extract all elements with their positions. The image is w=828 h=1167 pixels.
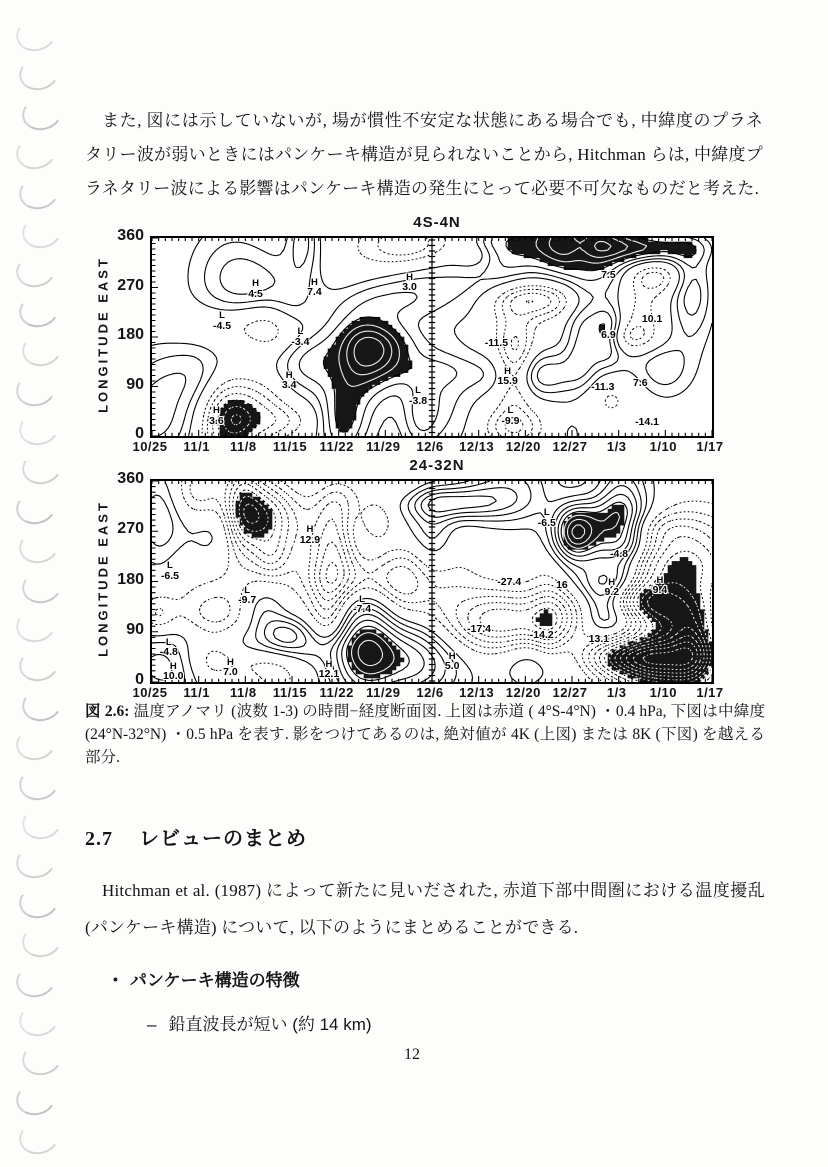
binder-hole (19, 920, 66, 962)
binder-hole (13, 605, 60, 647)
contour-canvas-equator (152, 238, 712, 436)
x-tick-label: 1/3 (606, 439, 627, 454)
subbullet-marker: – (147, 1015, 157, 1034)
extremum-letter: L (543, 507, 550, 519)
binder-hole (16, 289, 63, 331)
bullet-marker: • (113, 971, 118, 987)
figure-caption-text: 温度アノマリ (波数 1-3) の時間−経度断面図. 上図は赤道 ( 4°S-4°N) ・0.4 hPa, 下図は中緯度 (24°N-32°N) ・0.5 hPa を表す. 影をつけてあるのは, 絶対値が 4K (上図) または 8K (下図) を越える部分. (85, 703, 765, 766)
x-tick-label: 1/17 (696, 439, 724, 454)
binder-hole (13, 132, 60, 174)
figure-panel2-plot (150, 479, 714, 684)
extremum-letter: H (169, 660, 177, 672)
extremum-value: -9.9 (501, 414, 520, 427)
binder-hole (19, 565, 66, 607)
x-tick-label: 11/29 (366, 685, 401, 700)
x-tick-label: 12/20 (505, 439, 541, 454)
extremum-letter: L (167, 560, 173, 572)
figure-panel1-ylabel: LONGITUDE EAST (95, 256, 111, 413)
figure-panel1-plot (150, 236, 714, 438)
x-tick-label: 12/20 (505, 685, 541, 700)
x-tick-label: 12/6 (416, 685, 444, 700)
extremum-value: -3.4 (291, 335, 310, 348)
contour-canvas-midlat (152, 481, 712, 682)
y-tick-label: 360 (117, 470, 144, 487)
figure-panel2-ylabel: LONGITUDE EAST (95, 500, 111, 657)
extremum-value: -7.4 (352, 603, 372, 616)
extremum-value: 7.4 (307, 286, 322, 298)
y-tick-label: 270 (117, 276, 144, 294)
extremum-letter: L (297, 326, 304, 337)
extremum-letter: H (252, 278, 260, 290)
extremum-value: -4.8 (159, 646, 178, 659)
extremum-value: -17.4 (467, 622, 491, 635)
paragraph-summary: Hitchman et al. (1987) によって新たに見いだされた, 赤道下部中間圏における温度擾乱 (パンケーキ構造) について, 以下のようにまとめることができる. (85, 881, 765, 937)
section-number: 2.7 (85, 828, 113, 850)
extremum-value: -14.2 (529, 628, 554, 641)
binder-hole (16, 762, 63, 804)
extremum-letter: H (608, 576, 616, 588)
y-tick-label: 90 (126, 620, 144, 638)
extremum-value: 6.9 (601, 328, 616, 341)
x-tick-label: 10/25 (132, 685, 168, 700)
extremum-letter: L (507, 405, 514, 417)
extremum-value: -6.5 (537, 516, 556, 529)
extremum-value: -27.4 (497, 575, 522, 588)
extremum-letter: H (310, 276, 318, 288)
binder-hole (16, 999, 63, 1041)
binder-hole (16, 880, 63, 922)
extremum-letter: H (285, 369, 293, 381)
binder-hole (16, 1117, 63, 1159)
binder-hole (19, 447, 66, 489)
binder-hole (19, 92, 66, 134)
binder-hole (13, 486, 60, 528)
extremum-value: 4.5 (248, 287, 263, 300)
binder-hole (13, 723, 60, 765)
y-tick-label: 360 (117, 227, 144, 244)
extremum-letter: H (448, 650, 456, 662)
extremum-value: 16 (556, 578, 568, 591)
binder-hole (19, 683, 66, 725)
figure-caption-label: 図 2.6: (85, 703, 130, 720)
extremum-value: 10.0 (163, 670, 184, 683)
x-tick-label: 1/17 (696, 685, 724, 700)
binder-hole (16, 644, 63, 686)
y-tick-label: 0 (135, 425, 144, 442)
extremum-letter: H (504, 365, 512, 377)
extremum-letter: H (325, 658, 333, 670)
binder-hole (19, 802, 66, 844)
binder-hole (13, 14, 60, 56)
extremum-value: 7.0 (223, 666, 238, 679)
figure-panel1-title: 4S-4N (413, 214, 461, 231)
binder-hole (13, 959, 60, 1001)
extremum-value: 7.5 (601, 268, 616, 281)
x-tick-label: 11/15 (272, 439, 308, 454)
x-tick-label: 12/6 (416, 439, 444, 454)
extremum-value: -3.8 (408, 394, 428, 407)
binder-hole (19, 329, 66, 371)
section-heading (85, 822, 307, 851)
subbullet-text: 鉛直波長が短い (約 14 km) (168, 1015, 372, 1034)
x-tick-label: 11/15 (272, 685, 308, 700)
extremum-value: 7.6 (633, 376, 648, 389)
binder-hole (13, 1077, 60, 1119)
bullet-item (113, 966, 300, 991)
binder-hole (16, 171, 63, 213)
extremum-value: -4.5 (212, 319, 232, 332)
x-tick-label: 12/13 (459, 685, 495, 700)
extremum-value: 10.1 (641, 312, 663, 325)
y-tick-label: 90 (126, 375, 144, 393)
bullet-text: パンケーキ構造の特徴 (129, 971, 300, 990)
binder-hole (16, 408, 63, 450)
binder-hole (13, 841, 60, 883)
figure-panel2-title: 24-32N (409, 457, 465, 474)
extremum-value: 12.9 (299, 533, 321, 546)
page-number: 12 (404, 1046, 420, 1063)
section-title: レビューのまとめ (139, 828, 307, 850)
extremum-value: 3.4 (281, 379, 297, 392)
y-tick-label: 180 (117, 570, 144, 588)
extremum-value: 5.0 (444, 660, 460, 673)
extremum-letter: H (656, 574, 664, 586)
x-tick-label: 11/8 (230, 685, 257, 700)
extremum-letter: L (244, 584, 251, 596)
binder-hole (16, 526, 63, 568)
extremum-value: 13.1 (588, 632, 610, 645)
extremum-letter: H (306, 524, 314, 536)
x-tick-label: 12/27 (552, 439, 588, 454)
extremum-value: -11.3 (591, 380, 615, 393)
extremum-value: -6.5 (160, 569, 179, 582)
x-tick-label: 1/10 (649, 685, 677, 700)
extremum-letter: H (212, 405, 220, 417)
extremum-value: 12.1 (318, 668, 340, 681)
x-tick-label: 10/25 (132, 439, 168, 454)
x-tick-label: 11/29 (366, 439, 401, 454)
x-tick-label: 11/1 (183, 439, 210, 454)
x-tick-label: 12/27 (552, 685, 588, 700)
extremum-letter: L (415, 385, 421, 397)
x-tick-label: 11/1 (183, 685, 210, 700)
extremum-letter: H (226, 656, 234, 668)
extremum-letter: L (359, 593, 365, 605)
extremum-value: -4.8 (609, 548, 629, 561)
extremum-value: 15.9 (497, 375, 518, 388)
y-tick-label: 270 (117, 520, 144, 538)
x-tick-label: 1/3 (606, 685, 627, 700)
x-tick-label: 12/13 (459, 439, 495, 454)
extremum-letter: H (406, 271, 414, 283)
extremum-value: 9.2 (604, 586, 620, 599)
extremum-value: -14.1 (635, 415, 659, 428)
x-tick-label: 11/22 (319, 685, 354, 700)
extremum-letter: L (219, 310, 225, 322)
x-tick-label: 11/22 (319, 439, 354, 454)
binder-hole (16, 53, 63, 95)
paragraph-intro: また, 図には示していないが, 場が慣性不安定な状態にある場合でも, 中緯度のプラネタリー波が弱いときにはパンケーキ構造が見られないことから, Hitchman らは, 中緯度プラネタリー波による影響はパンケーキ構造の発生にとって必要不可欠なものだと考えた. (85, 111, 763, 198)
binder-hole (13, 250, 60, 292)
extremum-value: -11.5 (484, 336, 509, 349)
subbullet-item (147, 1010, 372, 1035)
extremum-value: -9.7 (238, 594, 257, 607)
y-tick-label: 0 (135, 671, 144, 688)
x-tick-label: 11/8 (230, 439, 257, 454)
x-tick-label: 1/10 (649, 439, 677, 454)
extremum-value: 3.6 (209, 414, 224, 427)
extremum-value: 3.0 (402, 281, 417, 294)
binder-hole (19, 1038, 66, 1080)
extremum-value: 9.4 (652, 584, 668, 597)
binder-hole (19, 211, 66, 253)
y-tick-label: 180 (117, 326, 144, 343)
binder-hole (13, 368, 60, 410)
figure-caption (85, 700, 765, 769)
extremum-letter: L (165, 636, 172, 648)
